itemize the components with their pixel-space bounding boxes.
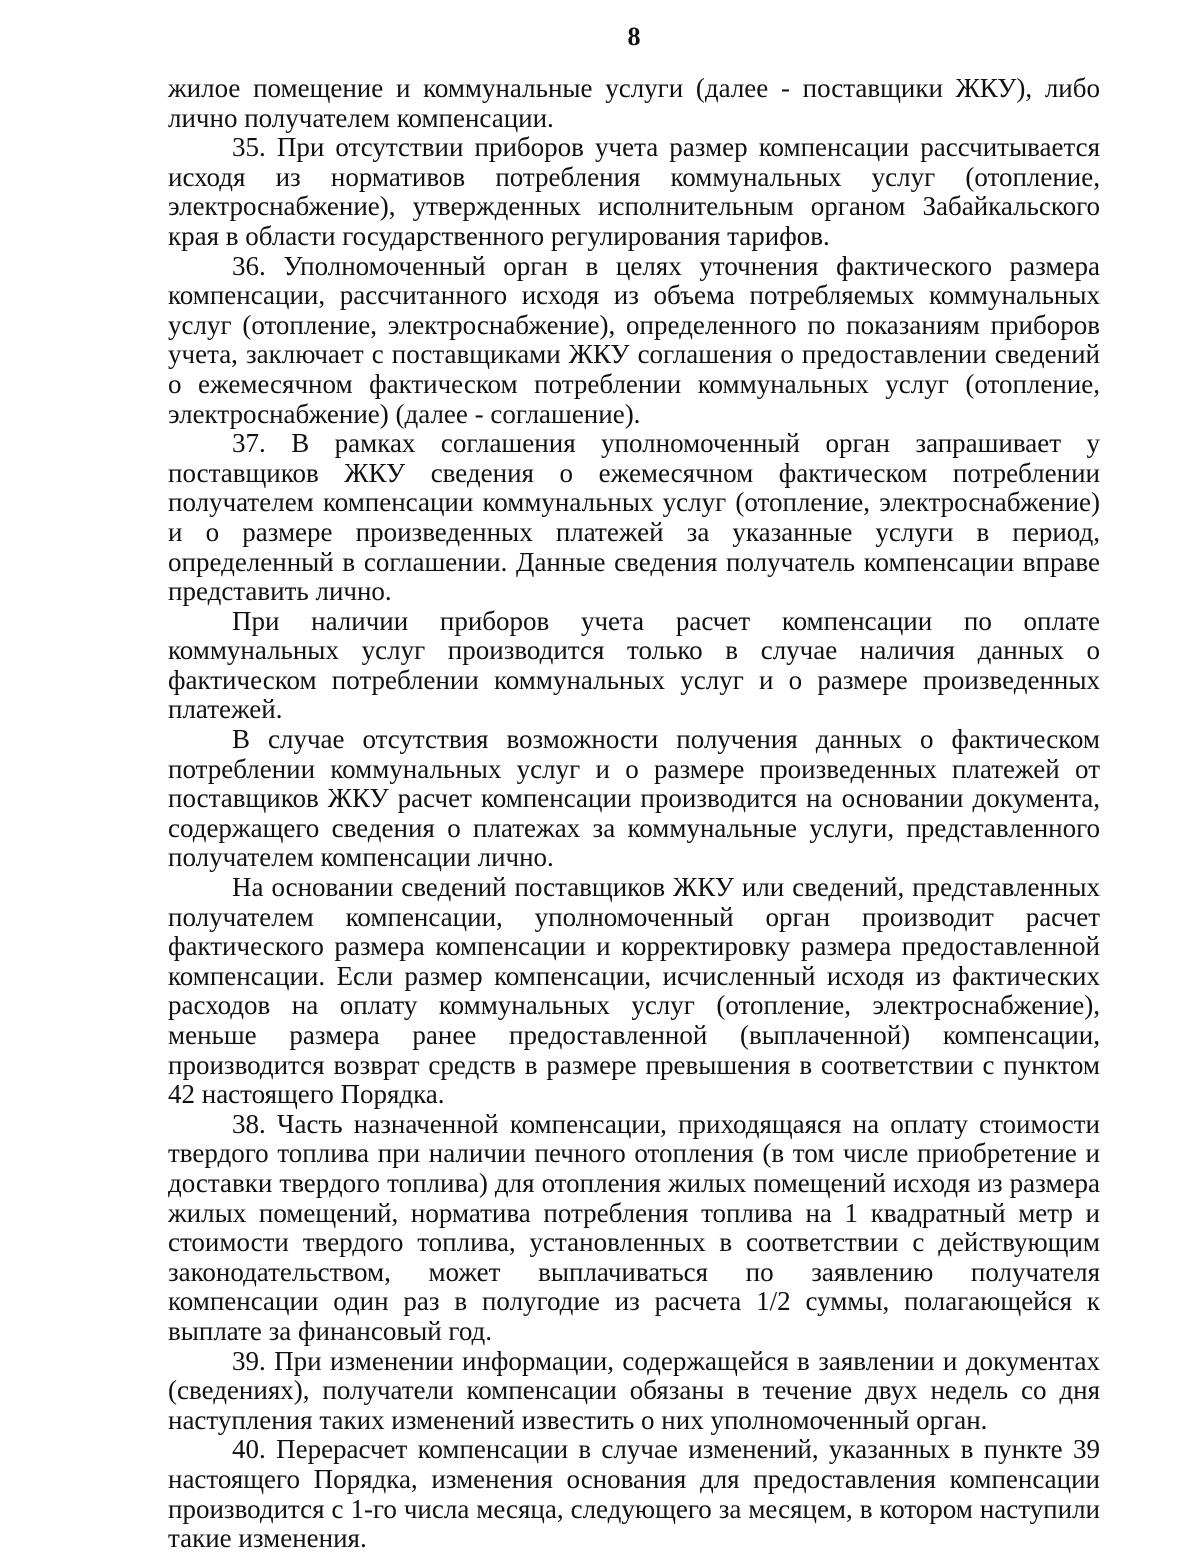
paragraph-36: 36. Уполномоченный орган в целях уточнения фактического размера компенсации, рассчитанного исходя из объема потребляемых коммунальных услуг (отопление, электроснабжение), определенного по показаниям приборов учета, заключает с поставщиками ЖКУ соглашения о предоставлении сведений о ежемесячном фактическом потреблении коммунальных услуг (отопление, электроснабжение) (далее - соглашение). [168, 250, 1100, 429]
paragraph-35: 35. При отсутствии приборов учета размер компенсации рассчитывается исходя из нормативов потребления коммунальных услуг (отопление, электроснабжение), утвержденных исполнительным органом Забайкальского края в области государственного регулирования тарифов. [168, 132, 1100, 251]
document-body [168, 74, 1100, 1554]
paragraph-39: 39. При изменении информации, содержащейся в заявлении и документах (сведениях), получатели компенсации обязаны в течение двух недель со дня наступления таких изменений известить о них уполномоченный орган. [168, 1345, 1100, 1435]
paragraph-37-meters: При наличии приборов учета расчет компенсации по оплате коммунальных услуг производится только в случае наличия данных о фактическом потреблении коммунальных услуг и о размере произведенных платежей. [168, 605, 1100, 725]
page-number: 8 [627, 22, 641, 51]
paragraph-40: 40. Перерасчет компенсации в случае изменений, указанных в пункте 39 настоящего Порядка, изменения основания для предоставления компенсации производится с 1-го числа месяца, следующего за месяцем, в котором наступили такие изменения. [168, 1434, 1100, 1554]
paragraph-38: 38. Часть назначенной компенсации, приходящаяся на оплату стоимости твердого топлива при наличии печного отопления (в том числе приобретение и доставки твердого топлива) для отопления жилых помещений исходя из размера жилых помещений, норматива потребления топлива на 1 квадратный метр и стоимости твердого топлива, установленных в соответствии с действующим законодательством, может выплачиваться по заявлению получателя компенсации один раз в полугодие из расчета 1/2 суммы, полагающейся к выплате за финансовый год. [168, 1108, 1100, 1346]
paragraph-37-no-data: В случае отсутствия возможности получения данных о фактическом потреблении коммунальных услуг и о размере произведенных платежей от поставщиков ЖКУ расчет компенсации производится на основании документа, содержащего сведения о платежах за коммунальные услуги, представленного получателем компенсации лично. [168, 724, 1100, 873]
paragraph-37-recalculation: На основании сведений поставщиков ЖКУ или сведений, представленных получателем компенсации, уполномоченный орган производит расчет фактического размера компенсации и корректировку размера предоставленной компенсации. Если размер компенсации, исчисленный исходя из фактических расходов на оплату коммунальных услуг (отопление, электроснабжение), меньше размера ранее предоставленной (выплаченной) компенсации, производится возврат средств в размере превышения в соответствии с пунктом 42 настоящего Порядка. [168, 872, 1100, 1110]
paragraph-continuation: жилое помещение и коммунальные услуги (далее - поставщики ЖКУ), либо лично получателем компенсации. [168, 73, 1100, 133]
paragraph-37: 37. В рамках соглашения уполномоченный орган запрашивает у поставщиков ЖКУ сведения о ежемесячном фактическом потреблении получателем компенсации коммунальных услуг (отопление, электроснабжение) и о размере произведенных платежей за указанные услуги в период, определенный в соглашении. Данные сведения получатель компенсации вправе представить лично. [168, 428, 1100, 607]
